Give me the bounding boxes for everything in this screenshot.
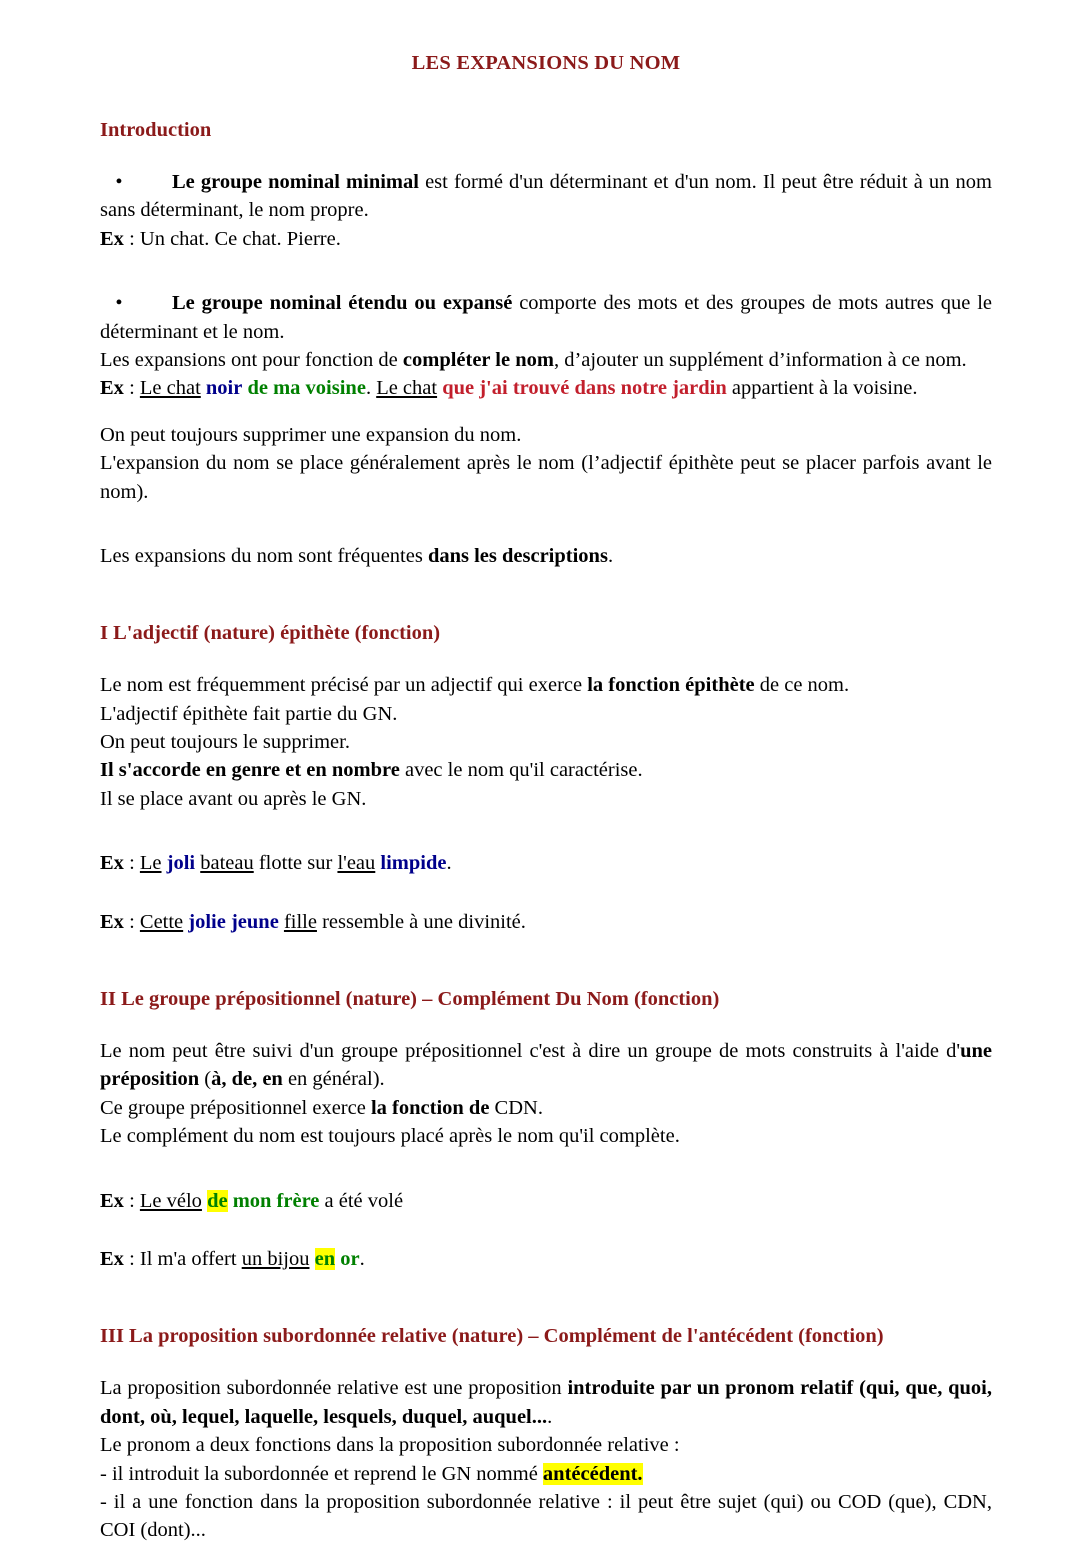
s1-l4-bold: Il s'accorde en genre et en nombre: [100, 759, 400, 782]
ex-separator: :: [123, 227, 140, 250]
note-3-part-2: .: [607, 544, 614, 567]
bullet-dot-icon: •: [115, 171, 123, 193]
heading-section-2: II Le groupe prépositionnel (nature) – Complément Du Nom (fonction): [100, 988, 720, 1011]
section-3-line-3: [100, 1460, 992, 1488]
spacer: [100, 1151, 992, 1187]
section-1-line-2: L'adjectif épithète fait partie du GN.: [100, 702, 398, 725]
function-part-2: , d’ajouter un supplément d’information à ce nom.: [553, 348, 967, 371]
note-3-bold: dans les descriptions: [427, 544, 608, 567]
ex-label: Ex: [100, 1189, 124, 1212]
determiner-underlined: Cette: [139, 910, 184, 933]
ex-label: Ex: [100, 910, 124, 933]
cdn-green: mon frère: [227, 1189, 320, 1212]
spacer: [100, 1273, 992, 1325]
adjective-blue: noir: [205, 377, 243, 400]
ex-label: Ex: [100, 227, 124, 250]
spacer: [100, 1348, 992, 1374]
intro-bullet-2-bold: Le groupe nominal étendu ou expansé: [172, 292, 513, 315]
page-title: LES EXPANSIONS DU NOM: [411, 52, 681, 74]
s2-l1-part-1: Le nom peut être suivi d'un groupe prépositionnel c'est à dire un groupe de mots construits à l'aide d': [100, 1040, 961, 1063]
intro-bullet-2-rest: comporte des mots et des groupes de mots autres que le déterminant et le nom.: [100, 292, 993, 343]
s3-l3-part-1: - il introduit la subordonnée et reprend le GN nommé: [100, 1462, 543, 1485]
heading-introduction: Introduction: [100, 119, 212, 141]
ex-tail: .: [359, 1247, 365, 1270]
section-2-example-1: [100, 1187, 992, 1215]
note-3-part-1: Les expansions du nom sont fréquentes: [100, 544, 428, 567]
intro-bullet-1: [100, 168, 992, 225]
section-1-line-5: Il se place avant ou après le GN.: [100, 787, 367, 810]
section-2-example-2: [100, 1245, 992, 1273]
section-3-line-1: [100, 1374, 992, 1431]
ex-label: Ex: [100, 377, 124, 400]
antecedent-highlighted: antécédent.: [542, 1462, 643, 1485]
ex-separator: :: [123, 377, 140, 400]
s2-l2-part-2: CDN.: [489, 1096, 543, 1119]
function-bold: compléter le nom: [402, 348, 554, 371]
section-1-line-3: On peut toujours le supprimer.: [100, 731, 350, 754]
spacer: [100, 1011, 992, 1037]
intro-function-paragraph: [100, 346, 992, 374]
ex-separator: :: [123, 1189, 140, 1212]
s1-l1-part-1: Le nom est fréquemment précisé par un adjectif qui exerce: [100, 674, 588, 697]
intro-example-1: [100, 225, 992, 253]
relative-clause-red: que j'ai trouvé dans notre jardin: [442, 377, 727, 400]
section-1-line-4: [100, 756, 992, 784]
section-2-line-1: [100, 1037, 992, 1094]
preposition-highlighted: de: [207, 1189, 228, 1212]
ex-text: Un chat. Ce chat. Pierre.: [139, 227, 341, 250]
intro-example-2: [100, 374, 992, 402]
section-1-example-1: [100, 849, 992, 877]
ex-lead: Il m'a offert: [139, 1247, 242, 1270]
noun-underlined: fille: [283, 910, 317, 933]
determiner-underlined: Le: [139, 852, 162, 875]
intro-bullet-2: [100, 289, 992, 346]
cdn-green: de ma voisine: [247, 377, 366, 400]
s2-l1-bold-1: une préposition: [100, 1040, 992, 1091]
section-1-example-2: [100, 908, 992, 936]
adjective-blue-2: limpide: [380, 852, 447, 875]
spacer: [100, 813, 992, 849]
gn-underlined: Le vélo: [139, 1189, 202, 1212]
noun-underlined: bateau: [200, 852, 254, 875]
preposition-highlighted: en: [314, 1247, 336, 1270]
intro-note-2: L'expansion du nom se place généralement après le nom (l’adjectif épithète peut se placer parfois avant le nom).: [100, 452, 992, 503]
s3-l1-bold: introduite par un pronom relatif (qui, que, quoi, dont, où, lequel, laquelle, lesquels, duquel, auquel...: [100, 1377, 992, 1428]
section-1-line-1: [100, 671, 992, 699]
gn-underlined: un bijou: [241, 1247, 310, 1270]
s1-l1-bold: la fonction épithète: [587, 674, 755, 697]
s2-l2-bold: la fonction de: [370, 1096, 490, 1119]
ex-separator: :: [123, 910, 140, 933]
s2-l1-part-2: (: [199, 1068, 212, 1091]
space: [309, 1248, 314, 1270]
gn-underlined-1: Le chat: [139, 377, 201, 400]
ex-separator: :: [123, 1247, 140, 1270]
spacer: [100, 75, 992, 119]
s1-l4-rest: avec le nom qu'il caractérise.: [399, 759, 643, 782]
spacer: [100, 1215, 992, 1245]
spacer: [100, 570, 992, 622]
determiner-underlined-2: l'eau: [337, 852, 376, 875]
section-2-line-2: [100, 1094, 992, 1122]
spacer: [100, 403, 992, 421]
gn-underlined-2: Le chat: [376, 377, 438, 400]
spacer: [100, 506, 992, 542]
intro-bullet-1-bold: Le groupe nominal minimal: [172, 171, 419, 193]
ex-tail: appartient à la voisine.: [726, 377, 918, 400]
spacer: [100, 645, 992, 671]
s2-l1-bold-2: à, de, en: [211, 1068, 283, 1091]
s3-l1-part-2: .: [547, 1405, 553, 1428]
spacer: [100, 878, 992, 908]
ex-tail: a été volé: [319, 1189, 404, 1212]
spacer: [100, 142, 992, 168]
intro-note-3: [100, 542, 992, 570]
section-2-line-3: Le complément du nom est toujours placé après le nom qu'il complète.: [100, 1125, 680, 1148]
cdn-green: or: [335, 1247, 360, 1270]
adjective-blue-1: joli: [166, 852, 196, 875]
ex-tail: ressemble à une divinité.: [316, 910, 526, 933]
intro-bullet-1-rest: est formé d'un déterminant et d'un nom. Il peut être réduit à un nom sans déterminant, le nom propre.: [100, 171, 992, 222]
spacer: [100, 936, 992, 988]
section-3-line-4: - il a une fonction dans la proposition subordonnée relative : il peut être sujet (qui) ou COD (que), CDN, COI (dont)...: [100, 1490, 992, 1542]
ex-separator: :: [123, 852, 140, 875]
heading-section-1: I L'adjectif (nature) épithète (fonction): [100, 622, 441, 645]
ex-label: Ex: [100, 852, 124, 875]
bullet-marker: [100, 289, 172, 317]
section-3-line-2: Le pronom a deux fonctions dans la proposition subordonnée relative :: [100, 1434, 680, 1457]
spacer: [100, 253, 992, 289]
ex-tail: .: [446, 852, 452, 875]
intro-note-1: On peut toujours supprimer une expansion du nom.: [100, 423, 522, 446]
function-part-1: Les expansions ont pour fonction de: [100, 348, 403, 371]
s2-l1-part-3: en général).: [282, 1068, 385, 1091]
ex-label: Ex: [100, 1247, 124, 1270]
s1-l1-part-2: de ce nom.: [754, 674, 850, 697]
s3-l1-part-1: La proposition subordonnée relative est une proposition: [100, 1377, 568, 1400]
bullet-marker: [100, 168, 172, 196]
heading-section-3: III La proposition subordonnée relative (nature) – Complément de l'antécédent (fonction): [100, 1325, 884, 1348]
ex-mid: .: [365, 377, 377, 400]
bullet-dot-icon: •: [115, 292, 123, 315]
adjective-blue: jolie jeune: [188, 910, 279, 933]
s2-l2-part-1: Ce groupe prépositionnel exerce: [100, 1096, 371, 1119]
ex-mid: flotte sur: [253, 852, 338, 875]
